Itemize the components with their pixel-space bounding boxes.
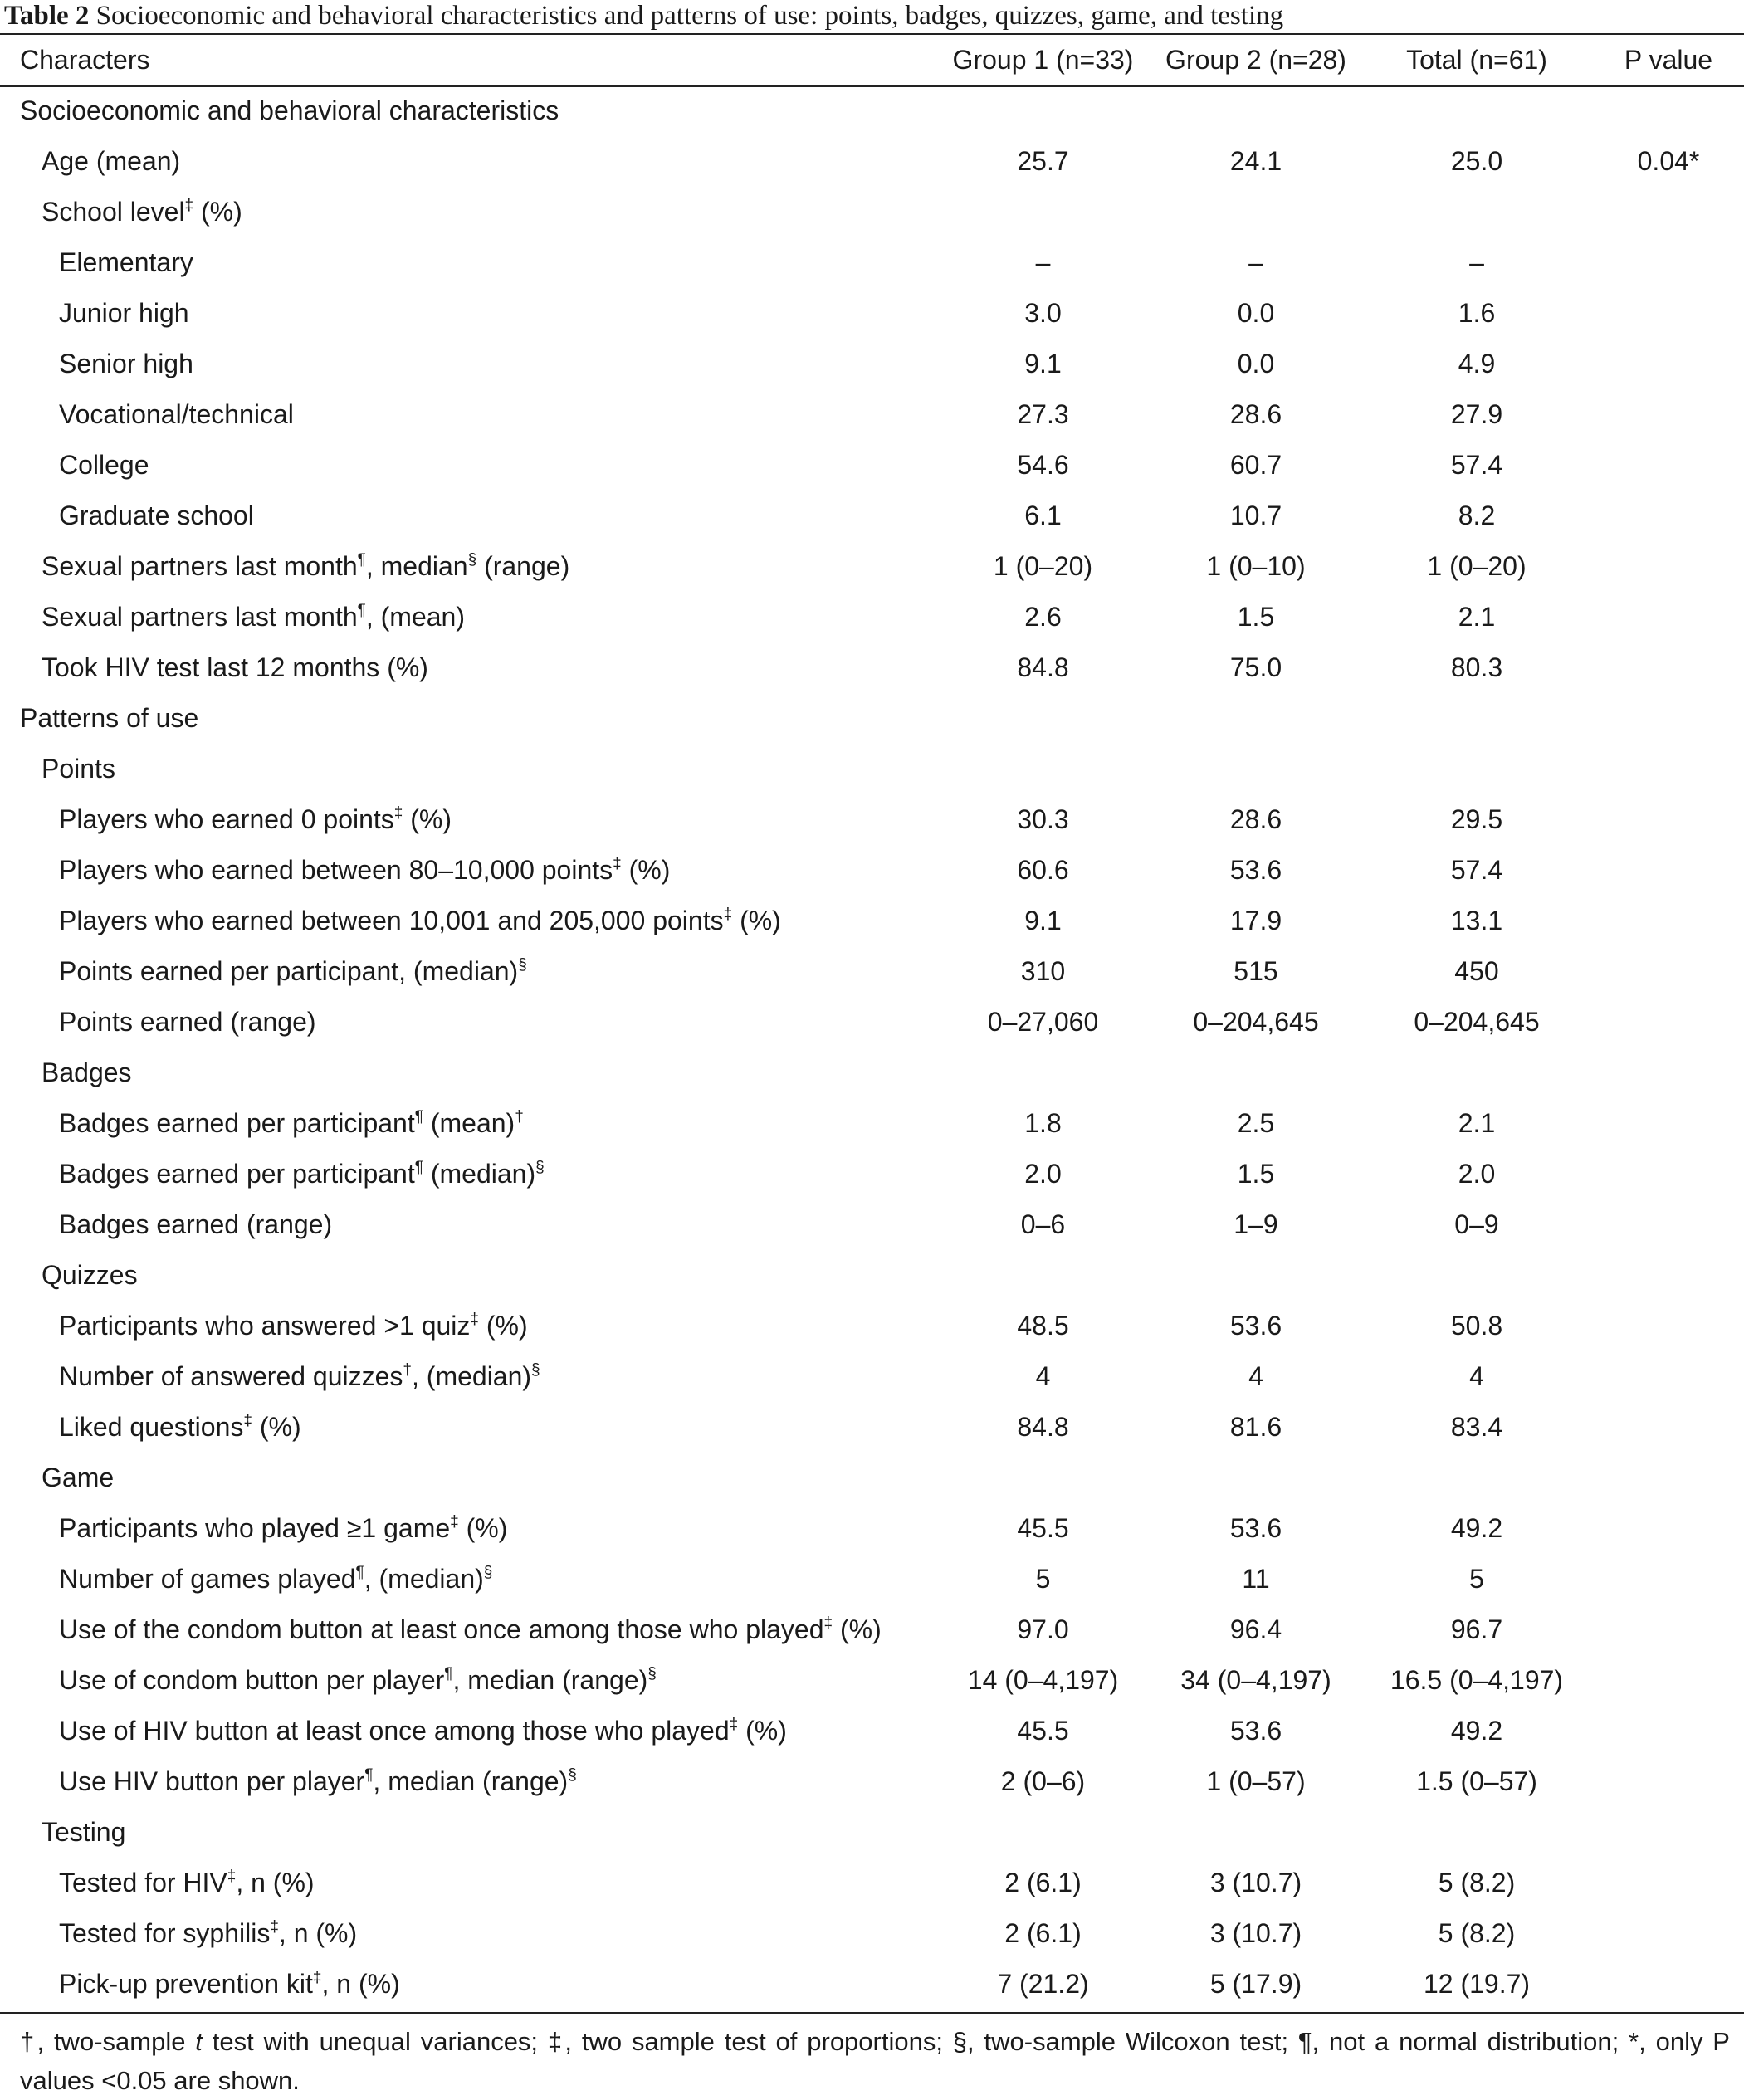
cell-group-2: 34 (0–4,197) — [1180, 1665, 1331, 1695]
cell-p-value — [1593, 592, 1744, 642]
table-row — [0, 237, 1744, 288]
row-label: Sexual partners last month¶, median§ (range) — [42, 551, 570, 581]
column-header-characters: Characters — [20, 45, 150, 75]
footnote-mark: § — [483, 1564, 493, 1581]
table-row — [0, 136, 1744, 187]
cell-total: 450 — [1454, 956, 1499, 986]
table-row — [0, 997, 1744, 1048]
column-header-total: Total (n=61) — [1406, 45, 1547, 75]
footnote-mark: ¶ — [357, 602, 366, 619]
table-row — [0, 744, 1744, 794]
footnote-mark: ‡ — [270, 1918, 279, 1936]
cell-p-value — [1593, 997, 1744, 1048]
cell-p-value — [1593, 744, 1744, 794]
cell-group-1: 27.3 — [1017, 399, 1069, 429]
cell-group-1 — [935, 1807, 1151, 1858]
table-row — [0, 1807, 1744, 1858]
cell-group-2: 515 — [1234, 956, 1278, 986]
cell-group-2: 2.5 — [1237, 1108, 1275, 1138]
cell-group-2: 0.0 — [1237, 349, 1275, 378]
table-row — [0, 794, 1744, 845]
cell-total — [1361, 693, 1593, 744]
cell-total — [1361, 1453, 1593, 1503]
cell-group-2 — [1151, 187, 1361, 237]
footnote-mark: ¶ — [444, 1665, 453, 1682]
cell-total: 8.2 — [1458, 501, 1496, 530]
row-label: Points — [42, 754, 115, 784]
cell-total: 1.5 (0–57) — [1416, 1766, 1537, 1796]
cell-group-1: 4 — [1035, 1361, 1051, 1391]
row-label: Number of answered quizzes†, (median)§ — [59, 1361, 540, 1391]
cell-total: 5 (8.2) — [1438, 1868, 1516, 1897]
row-label: Points earned per participant, (median)§ — [59, 956, 527, 986]
footnote-mark: ‡ — [312, 1969, 322, 1986]
row-label: Tested for syphilis‡, n (%) — [59, 1918, 358, 1948]
cell-p-value — [1593, 896, 1744, 946]
row-label: Participants who answered >1 quiz‡ (%) — [59, 1311, 528, 1341]
table-row — [0, 339, 1744, 389]
cell-group-2: – — [1248, 247, 1263, 277]
column-header-p-value: P value — [1624, 45, 1713, 75]
bottom-rule — [0, 2012, 1744, 2014]
cell-group-2: 24.1 — [1229, 146, 1282, 176]
row-label: Badges earned per participant¶ (median)§ — [59, 1159, 545, 1189]
table-row — [0, 1098, 1744, 1149]
table-row — [0, 1453, 1744, 1503]
cell-group-1: 9.1 — [1024, 349, 1062, 378]
cell-group-2: 1–9 — [1234, 1209, 1278, 1239]
cell-p-value — [1593, 389, 1744, 440]
footnote-mark: § — [531, 1361, 540, 1379]
row-label: Testing — [42, 1817, 126, 1847]
cell-group-1: 6.1 — [1024, 501, 1062, 530]
cell-total: 57.4 — [1450, 450, 1503, 480]
table-row — [0, 187, 1744, 237]
footnote-mark: ¶ — [414, 1108, 423, 1126]
footnote-mark: ‡ — [227, 1868, 237, 1885]
table-row — [0, 1604, 1744, 1655]
row-label: Players who earned 0 points‡ (%) — [59, 804, 452, 834]
cell-group-2: 3 (10.7) — [1209, 1868, 1302, 1897]
table-row — [0, 1655, 1744, 1706]
cell-total — [1361, 1250, 1593, 1301]
table-row — [0, 1503, 1744, 1554]
cell-group-1 — [935, 1250, 1151, 1301]
cell-group-2: 5 (17.9) — [1209, 1969, 1302, 1999]
cell-total: 2.1 — [1458, 602, 1496, 632]
cell-group-1 — [935, 1453, 1151, 1503]
cell-group-1: 3.0 — [1024, 298, 1062, 328]
cell-group-1: 0–6 — [1020, 1209, 1066, 1239]
table-row — [0, 693, 1744, 744]
cell-total: 1.6 — [1458, 298, 1496, 328]
cell-group-2 — [1151, 1048, 1361, 1098]
table-row — [0, 1908, 1744, 1959]
footnote-part-1: †, two-sample — [20, 2027, 196, 2056]
footnote-mark: ‡ — [184, 197, 194, 214]
table-caption-text: Socioeconomic and behavioral characteristics and patterns of use: points, badges, quizzes, game, and testing — [95, 1, 1284, 31]
cell-group-2 — [1151, 85, 1361, 136]
table-row — [0, 1149, 1744, 1199]
cell-group-2 — [1151, 744, 1361, 794]
cell-p-value — [1593, 1908, 1744, 1959]
footnote-mark: ‡ — [243, 1412, 252, 1429]
cell-total — [1361, 744, 1593, 794]
table-caption-label: Table 2 — [4, 1, 90, 31]
cell-group-2: 4 — [1248, 1361, 1263, 1391]
cell-group-1: 30.3 — [1017, 804, 1069, 834]
cell-group-2: 0–204,645 — [1193, 1007, 1319, 1037]
cell-group-1: 5 — [1035, 1564, 1051, 1594]
cell-p-value — [1593, 187, 1744, 237]
cell-group-2: 3 (10.7) — [1209, 1918, 1302, 1948]
cell-group-1: 14 (0–4,197) — [967, 1665, 1119, 1695]
cell-total: 1 (0–20) — [1427, 551, 1527, 581]
cell-group-1 — [935, 1048, 1151, 1098]
cell-group-1: 2 (6.1) — [1004, 1868, 1082, 1897]
row-label: Patterns of use — [20, 703, 199, 733]
cell-group-2 — [1151, 693, 1361, 744]
cell-p-value — [1593, 1250, 1744, 1301]
cell-p-value — [1593, 1706, 1744, 1756]
cell-total: 2.1 — [1458, 1108, 1496, 1138]
cell-group-2: 53.6 — [1229, 1311, 1282, 1341]
row-label: Socioeconomic and behavioral characteristics — [20, 95, 559, 125]
table-row — [0, 541, 1744, 592]
cell-total: 4 — [1469, 1361, 1484, 1391]
table-row — [0, 845, 1744, 896]
cell-p-value — [1593, 1402, 1744, 1453]
table-row — [0, 1199, 1744, 1250]
footnote-italic-t: t — [195, 2027, 203, 2056]
cell-total: 27.9 — [1450, 399, 1503, 429]
footnote-mark: § — [467, 551, 477, 569]
footnote-mark: † — [403, 1361, 412, 1379]
cell-p-value — [1593, 693, 1744, 744]
table-row — [0, 592, 1744, 642]
table-row — [0, 1048, 1744, 1098]
cell-p-value — [1593, 1199, 1744, 1250]
cell-group-2: 28.6 — [1229, 804, 1282, 834]
cell-group-1 — [935, 187, 1151, 237]
cell-group-1 — [935, 693, 1151, 744]
row-label: Senior high — [59, 349, 193, 378]
footnote-mark: ¶ — [355, 1564, 364, 1581]
cell-total: 0–9 — [1454, 1209, 1499, 1239]
row-label: Participants who played ≥1 game‡ (%) — [59, 1513, 508, 1543]
cell-group-1: 1 (0–20) — [993, 551, 1093, 581]
table-row — [0, 1706, 1744, 1756]
cell-p-value — [1593, 440, 1744, 491]
cell-p-value — [1593, 1604, 1744, 1655]
cell-p-value — [1593, 1756, 1744, 1807]
table-row — [0, 946, 1744, 997]
cell-total: 25.0 — [1450, 146, 1503, 176]
table-footnote — [20, 2022, 1730, 2100]
row-label: Badges earned (range) — [59, 1209, 333, 1239]
cell-p-value — [1593, 339, 1744, 389]
cell-total: 80.3 — [1450, 652, 1503, 682]
cell-total: 83.4 — [1450, 1412, 1503, 1442]
footnote-mark: ¶ — [357, 551, 366, 569]
table-row — [0, 1301, 1744, 1351]
row-label: Age (mean) — [42, 146, 181, 176]
footnote-mark: ‡ — [613, 855, 622, 872]
table-row — [0, 491, 1744, 541]
cell-total: 57.4 — [1450, 855, 1503, 885]
table-row — [0, 1250, 1744, 1301]
table-row — [0, 1351, 1744, 1402]
footnote-part-2: test with unequal variances; ‡, two sample test of proportions; §, two-sample Wilcoxon test; ¶, not a normal distribution; *, only P values <0.05 are shown. — [20, 2027, 1730, 2095]
row-label: College — [59, 450, 149, 480]
cell-p-value — [1593, 845, 1744, 896]
cell-group-1: 2.6 — [1024, 602, 1062, 632]
cell-p-value — [1593, 288, 1744, 339]
cell-total: 0–204,645 — [1414, 1007, 1540, 1037]
cell-p-value — [1593, 794, 1744, 845]
cell-group-2: 81.6 — [1229, 1412, 1282, 1442]
cell-p-value — [1593, 642, 1744, 693]
cell-group-1: – — [1035, 247, 1051, 277]
cell-group-1: 0–27,060 — [987, 1007, 1099, 1037]
table-row — [0, 288, 1744, 339]
row-label: Players who earned between 80–10,000 points‡ (%) — [59, 855, 671, 885]
cell-group-1: 25.7 — [1017, 146, 1069, 176]
column-header-group-2: Group 2 (n=28) — [1165, 45, 1346, 75]
footnote-mark: § — [535, 1159, 545, 1176]
cell-group-1: 9.1 — [1024, 906, 1062, 935]
cell-group-1: 2 (0–6) — [1000, 1766, 1086, 1796]
cell-group-2: 1.5 — [1237, 602, 1275, 632]
cell-group-1: 84.8 — [1017, 1412, 1069, 1442]
table-row — [0, 85, 1744, 136]
cell-group-2: 75.0 — [1229, 652, 1282, 682]
cell-total — [1361, 187, 1593, 237]
footnote-mark: ‡ — [393, 804, 403, 822]
cell-total: 5 — [1469, 1564, 1484, 1594]
cell-group-2: 53.6 — [1229, 1513, 1282, 1543]
footnote-mark: § — [647, 1665, 657, 1682]
cell-p-value — [1593, 1048, 1744, 1098]
table-row — [0, 1959, 1744, 2010]
cell-group-2: 0.0 — [1237, 298, 1275, 328]
cell-total: 49.2 — [1450, 1513, 1503, 1543]
footnote-mark: ‡ — [723, 906, 733, 923]
cell-group-1: 2.0 — [1024, 1159, 1062, 1189]
row-label: Quizzes — [42, 1260, 138, 1290]
cell-total: 50.8 — [1450, 1311, 1503, 1341]
table-row — [0, 1756, 1744, 1807]
footnote-mark: ¶ — [364, 1766, 374, 1784]
cell-group-2 — [1151, 1250, 1361, 1301]
cell-group-1 — [935, 85, 1151, 136]
cell-group-2: 1 (0–10) — [1206, 551, 1306, 581]
cell-group-1: 97.0 — [1017, 1614, 1069, 1644]
cell-p-value — [1593, 1453, 1744, 1503]
cell-total: 2.0 — [1458, 1159, 1496, 1189]
row-label: Pick-up prevention kit‡, n (%) — [59, 1969, 400, 1999]
cell-p-value — [1593, 1503, 1744, 1554]
cell-group-1: 7 (21.2) — [997, 1969, 1089, 1999]
cell-group-2: 28.6 — [1229, 399, 1282, 429]
footnote-mark: † — [515, 1108, 524, 1126]
row-label: Badges — [42, 1057, 132, 1087]
cell-total — [1361, 1807, 1593, 1858]
footnote-mark: ‡ — [729, 1716, 739, 1733]
row-label: Points earned (range) — [59, 1007, 316, 1037]
cell-p-value — [1593, 1301, 1744, 1351]
cell-p-value — [1593, 1807, 1744, 1858]
cell-p-value — [1593, 491, 1744, 541]
cell-p-value — [1593, 85, 1744, 136]
footnote-mark: ¶ — [414, 1159, 423, 1176]
row-label: School level‡ (%) — [42, 197, 242, 227]
table-row — [0, 440, 1744, 491]
cell-total: 49.2 — [1450, 1716, 1503, 1746]
cell-group-2: 11 — [1242, 1564, 1270, 1594]
cell-total: 13.1 — [1450, 906, 1503, 935]
row-label: Liked questions‡ (%) — [59, 1412, 301, 1442]
row-label: Badges earned per participant¶ (mean)† — [59, 1108, 524, 1138]
cell-group-2: 53.6 — [1229, 1716, 1282, 1746]
cell-group-1: 60.6 — [1017, 855, 1069, 885]
footnote-mark: ‡ — [470, 1311, 479, 1328]
cell-p-value — [1593, 1351, 1744, 1402]
table-row — [0, 1858, 1744, 1908]
table-row — [0, 389, 1744, 440]
row-label: Use of the condom button at least once among those who played‡ (%) — [59, 1614, 882, 1644]
cell-p-value — [1593, 1655, 1744, 1706]
footnote-mark: ‡ — [450, 1513, 459, 1531]
row-label: Players who earned between 10,001 and 205,000 points‡ (%) — [59, 906, 781, 935]
cell-group-2: 60.7 — [1229, 450, 1282, 480]
cell-group-2: 96.4 — [1229, 1614, 1282, 1644]
cell-total: – — [1469, 247, 1484, 277]
row-label: Vocational/technical — [59, 399, 294, 429]
cell-total: 4.9 — [1458, 349, 1496, 378]
table-body — [0, 85, 1744, 2010]
cell-total: 5 (8.2) — [1438, 1918, 1516, 1948]
row-label: Took HIV test last 12 months (%) — [42, 652, 428, 682]
row-label: Use of condom button per player¶, median (range)§ — [59, 1665, 657, 1695]
row-label: Graduate school — [59, 501, 254, 530]
row-label: Tested for HIV‡, n (%) — [59, 1868, 315, 1897]
footnote-mark: § — [568, 1766, 577, 1784]
cell-total: 12 (19.7) — [1423, 1969, 1531, 1999]
cell-group-1 — [935, 744, 1151, 794]
row-label: Elementary — [59, 247, 193, 277]
table-row — [0, 1554, 1744, 1604]
cell-group-1: 54.6 — [1017, 450, 1069, 480]
row-label: Use of HIV button at least once among those who played‡ (%) — [59, 1716, 787, 1746]
cell-total: 96.7 — [1450, 1614, 1503, 1644]
cell-total — [1361, 1048, 1593, 1098]
cell-total: 16.5 (0–4,197) — [1390, 1665, 1564, 1695]
cell-group-2: 1 (0–57) — [1206, 1766, 1306, 1796]
row-label: Junior high — [59, 298, 189, 328]
cell-group-2 — [1151, 1807, 1361, 1858]
table-caption — [4, 0, 1739, 32]
data-table — [0, 35, 1744, 2010]
cell-total — [1361, 85, 1593, 136]
cell-group-1: 2 (6.1) — [1004, 1918, 1082, 1948]
table-row — [0, 642, 1744, 693]
cell-p-value — [1593, 1858, 1744, 1908]
table-row — [0, 1402, 1744, 1453]
cell-p-value — [1593, 946, 1744, 997]
cell-p-value: 0.04* — [1637, 146, 1700, 176]
cell-group-2 — [1151, 1453, 1361, 1503]
footnote-mark: § — [518, 956, 527, 974]
cell-group-2: 17.9 — [1229, 906, 1282, 935]
cell-group-2: 53.6 — [1229, 855, 1282, 885]
cell-p-value — [1593, 1098, 1744, 1149]
row-label: Number of games played¶, (median)§ — [59, 1564, 493, 1594]
cell-p-value — [1593, 1554, 1744, 1604]
cell-p-value — [1593, 237, 1744, 288]
cell-group-1: 45.5 — [1017, 1513, 1069, 1543]
footnote-mark: ‡ — [823, 1614, 833, 1632]
cell-p-value — [1593, 1149, 1744, 1199]
table-row — [0, 896, 1744, 946]
table-header-row — [0, 35, 1744, 85]
cell-group-1: 1.8 — [1024, 1108, 1062, 1138]
cell-total: 29.5 — [1450, 804, 1503, 834]
cell-group-2: 1.5 — [1237, 1159, 1275, 1189]
cell-p-value — [1593, 541, 1744, 592]
row-label: Use HIV button per player¶, median (range)§ — [59, 1766, 577, 1796]
cell-p-value — [1593, 1959, 1744, 2010]
cell-group-1: 48.5 — [1017, 1311, 1069, 1341]
column-header-group-1: Group 1 (n=33) — [952, 45, 1134, 75]
row-label: Sexual partners last month¶, (mean) — [42, 602, 465, 632]
row-label: Game — [42, 1463, 115, 1492]
cell-group-1: 84.8 — [1017, 652, 1069, 682]
cell-group-2: 10.7 — [1229, 501, 1282, 530]
cell-group-1: 310 — [1020, 956, 1066, 986]
cell-group-1: 45.5 — [1017, 1716, 1069, 1746]
